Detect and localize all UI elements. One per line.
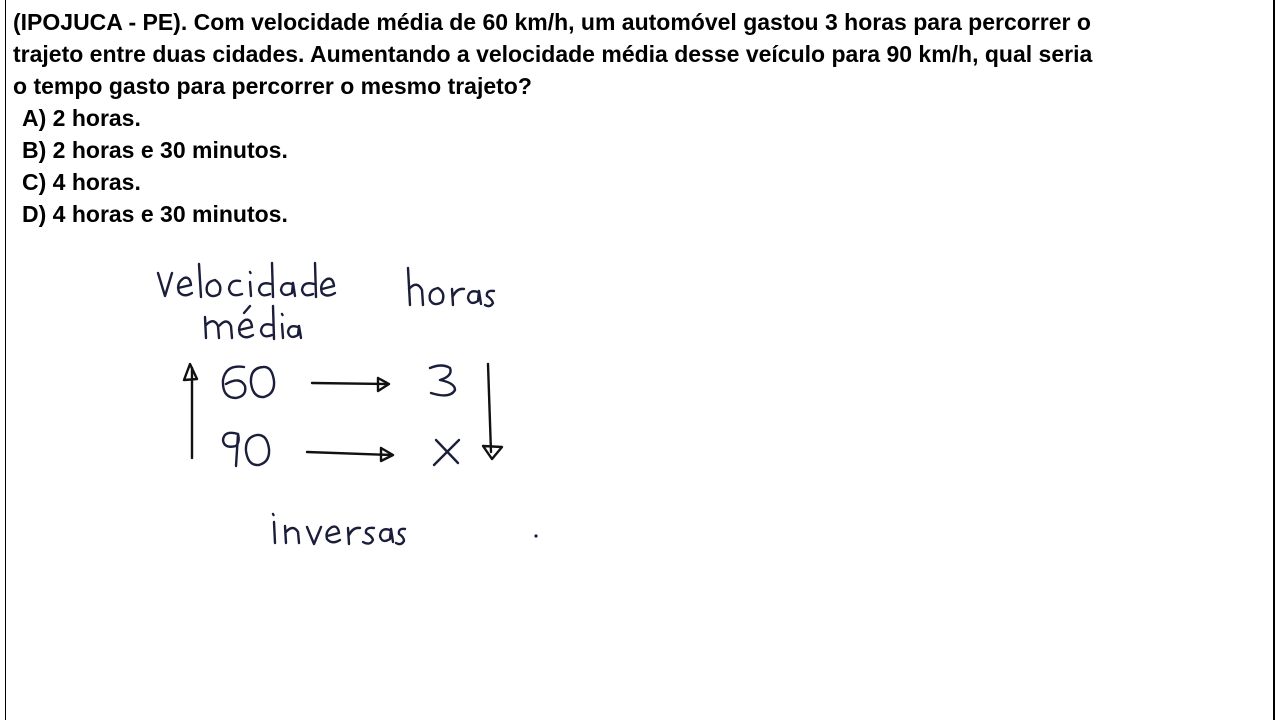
handwritten-media <box>205 306 301 339</box>
handwritten-inversas <box>273 514 405 544</box>
handwritten-90 <box>223 433 269 466</box>
handwritten-x <box>434 440 459 465</box>
right-arrow-icon-row1 <box>312 378 389 391</box>
right-arrow-icon-row2 <box>307 448 393 461</box>
ink-dot <box>534 534 537 537</box>
handwritten-horas <box>408 268 494 306</box>
question-line-2: trajeto entre duas cidades. Aumentando a velocidade média desse veículo para 90 km/h, qual seria <box>13 41 1093 67</box>
question-line-1: (IPOJUCA - PE). Com velocidade média de 60 km/h, um automóvel gastou 3 horas para percorrer o <box>13 9 1091 35</box>
option-b: B) 2 horas e 30 minutos. <box>22 137 288 163</box>
option-c: C) 4 horas. <box>22 169 141 195</box>
down-arrow-icon <box>483 364 502 459</box>
up-arrow-icon <box>184 364 197 458</box>
handwritten-velocidade <box>158 263 335 297</box>
question-line-3: o tempo gasto para percorrer o mesmo trajeto? <box>13 73 532 99</box>
option-d: D) 4 horas e 30 minutos. <box>22 201 288 227</box>
handwritten-60 <box>223 367 274 398</box>
option-a: A) 2 horas. <box>22 105 141 131</box>
handwritten-3 <box>430 366 455 396</box>
